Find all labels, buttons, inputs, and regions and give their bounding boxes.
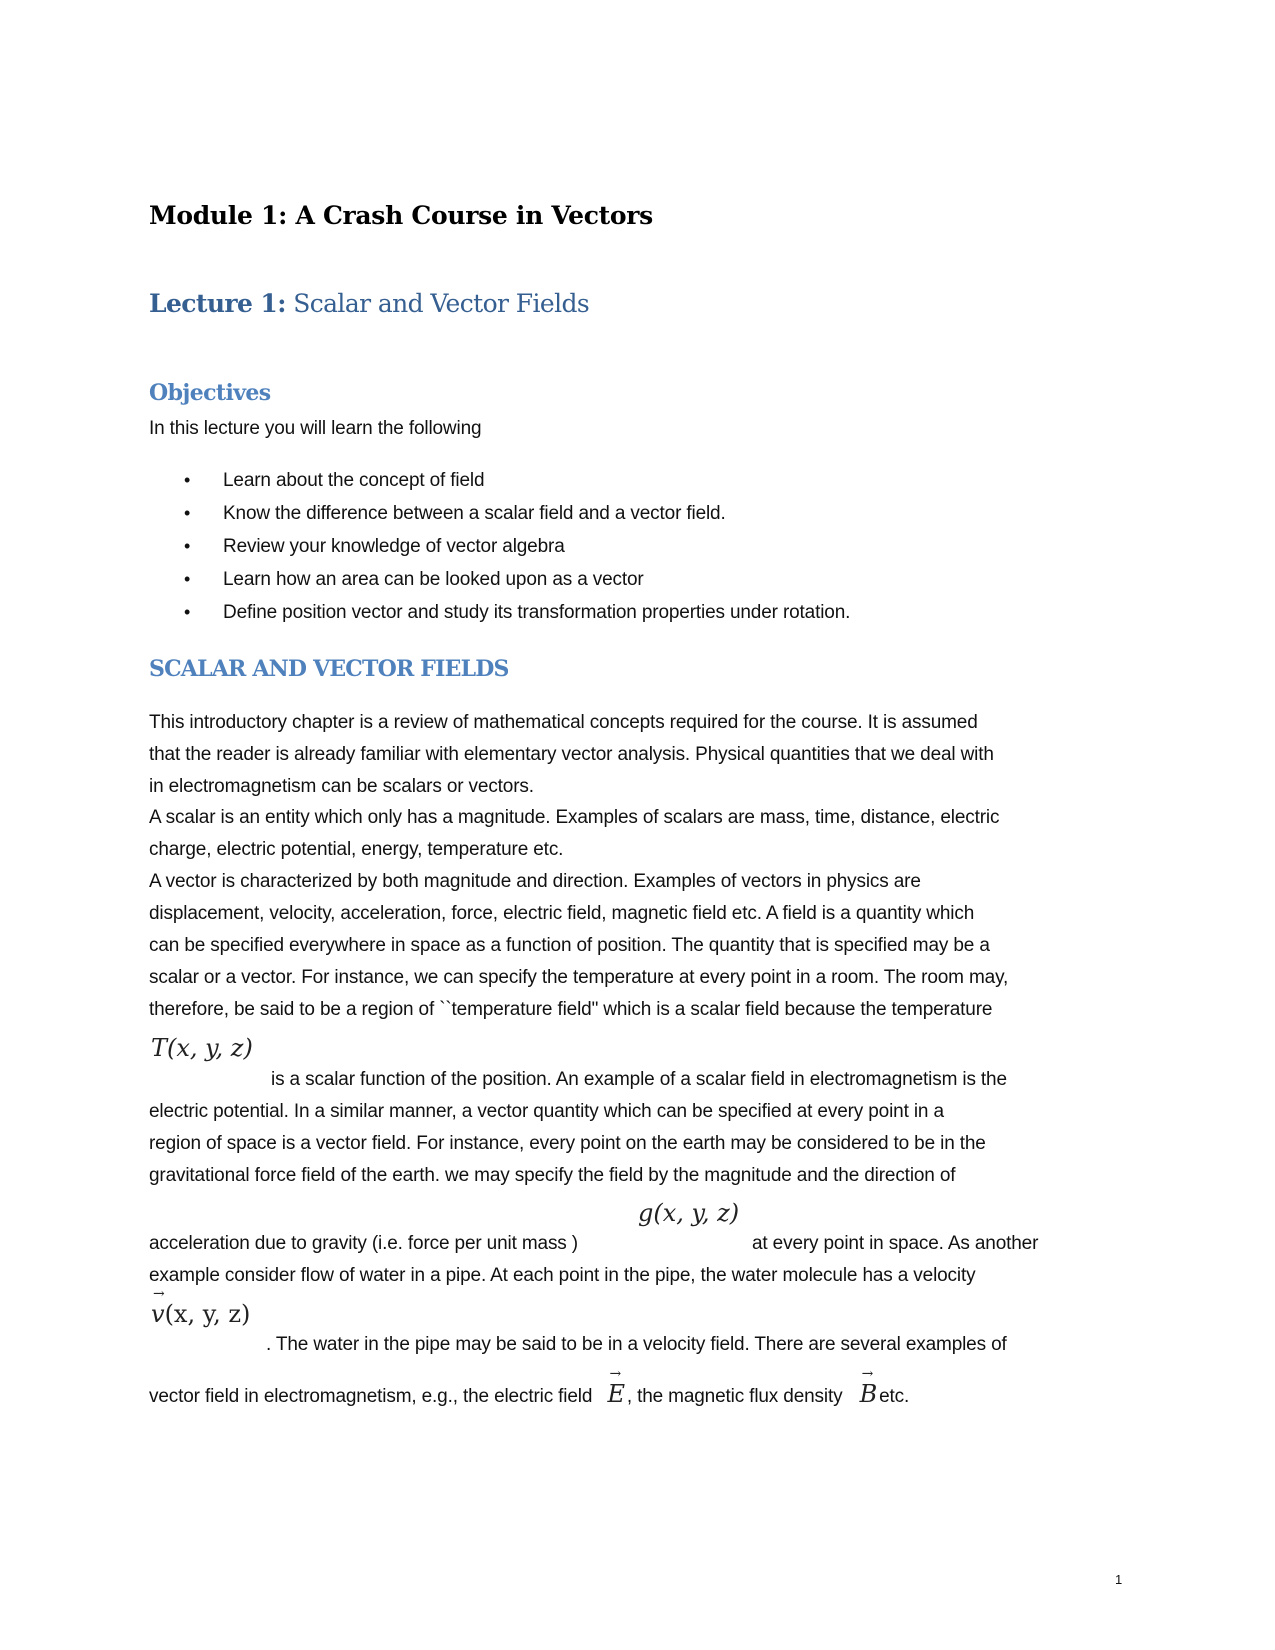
text-before-E: vector field in electromagnetism, e.g., the electric field <box>149 1386 593 1407</box>
objective-item: Review your knowledge of vector algebra <box>223 536 565 557</box>
objectives-intro: In this lecture you will learn the following <box>149 418 482 439</box>
math-velocity-function <box>151 1300 250 1328</box>
bullet-icon: • <box>184 470 191 490</box>
objectives-heading: Objectives <box>149 380 271 406</box>
body-line: A vector is characterized by both magnitude and direction. Examples of vectors in physics are <box>149 871 921 892</box>
text-after: etc. <box>879 1386 910 1407</box>
body-line-last <box>149 1380 909 1408</box>
text-between: , the magnetic flux density <box>626 1386 843 1407</box>
body-line: scalar or a vector. For instance, we can specify the temperature at every point in a room. The room may, <box>149 967 1009 988</box>
body-line: therefore, be said to be a region of ``temperature field" which is a scalar field because the temperature <box>149 999 993 1020</box>
math-temperature-function: T(x, y, z) <box>151 1034 253 1062</box>
lecture-label: Lecture 1: <box>149 289 286 318</box>
electric-field-symbol: → E <box>607 1380 624 1408</box>
body-line: at every point in space. As another <box>752 1233 1039 1254</box>
body-line: charge, electric potential, energy, temperature etc. <box>149 839 564 860</box>
bullet-icon: • <box>184 569 191 589</box>
objective-item: Learn about the concept of field <box>223 470 485 491</box>
bullet-icon: • <box>184 536 191 556</box>
page-number: 1 <box>1115 1572 1123 1587</box>
body-line: acceleration due to gravity (i.e. force per unit mass ) <box>149 1233 578 1254</box>
objective-item: Define position vector and study its transformation properties under rotation. <box>223 602 851 623</box>
objective-item: Know the difference between a scalar field and a vector field. <box>223 503 726 524</box>
body-line: This introductory chapter is a review of mathematical concepts required for the course. It is assumed <box>149 712 978 733</box>
body-line: A scalar is an entity which only has a magnitude. Examples of scalars are mass, time, distance, electric <box>149 807 1000 828</box>
body-line: example consider flow of water in a pipe. At each point in the pipe, the water molecule has a velocity <box>149 1265 976 1286</box>
body-line: that the reader is already familiar with elementary vector analysis. Physical quantities that we deal with <box>149 744 994 765</box>
body-line: can be specified everywhere in space as a function of position. The quantity that is specified may be a <box>149 935 990 956</box>
velocity-vector-symbol: → v <box>151 1300 165 1328</box>
body-line: region of space is a vector field. For instance, every point on the earth may be considered to be in the <box>149 1133 986 1154</box>
body-line: gravitational force field of the earth. we may specify the field by the magnitude and the direction of <box>149 1165 956 1186</box>
bullet-icon: • <box>184 602 191 622</box>
module-title: Module 1: A Crash Course in Vectors <box>149 201 653 230</box>
objective-item: Learn how an area can be looked upon as a vector <box>223 569 644 590</box>
magnetic-flux-symbol: → B <box>860 1380 878 1408</box>
velocity-args: (x, y, z) <box>164 1300 251 1328</box>
math-gravity-function: g(x, y, z) <box>638 1199 740 1227</box>
body-line: electric potential. In a similar manner, a vector quantity which can be specified at every point in a <box>149 1101 944 1122</box>
section-heading: SCALAR AND VECTOR FIELDS <box>149 656 509 682</box>
lecture-name: Scalar and Vector Fields <box>293 289 590 318</box>
body-line: displacement, velocity, acceleration, force, electric field, magnetic field etc. A field is a quantity which <box>149 903 975 924</box>
body-line: is a scalar function of the position. An example of a scalar field in electromagnetism is the <box>271 1069 1007 1090</box>
bullet-icon: • <box>184 503 191 523</box>
body-line: in electromagnetism can be scalars or vectors. <box>149 776 534 797</box>
lecture-title <box>149 289 589 318</box>
body-line: . The water in the pipe may be said to be in a velocity field. There are several examples of <box>266 1334 1007 1355</box>
